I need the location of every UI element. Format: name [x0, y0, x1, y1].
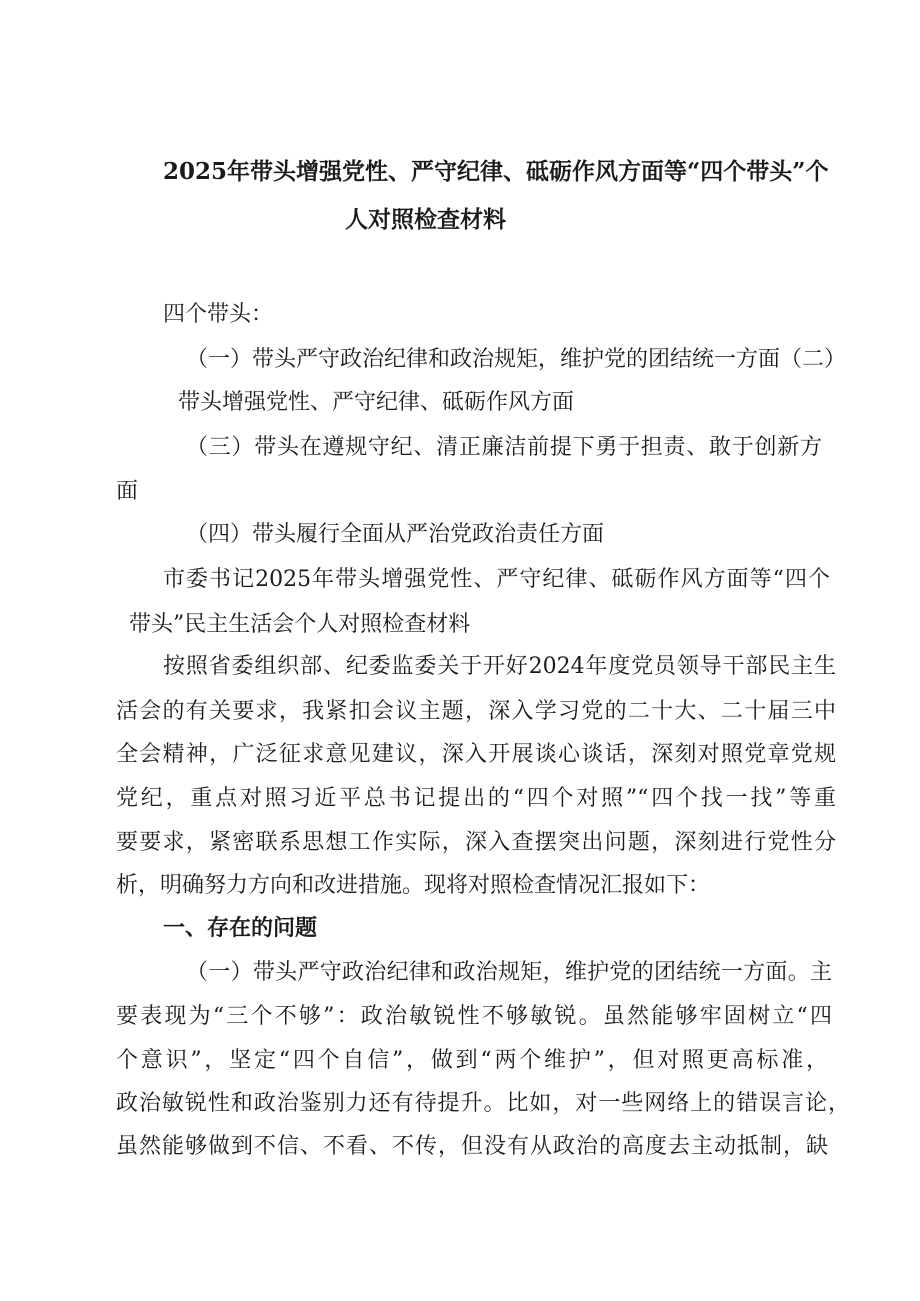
body-line: 虽然能够做到不信、不看、不传，但没有从政治的高度去主动抵制，缺	[116, 1134, 828, 1159]
document-title-line-2: 人对照检查材料	[345, 206, 506, 233]
body-line: 活会的有关要求，我紧扣会议主题，深入学习党的二十大、二十届三中	[116, 699, 836, 724]
body-line: 个意识”，坚定“四个自信”，做到“两个维护”，但对照更高标准，	[116, 1048, 828, 1073]
body-line: 面	[116, 479, 139, 504]
body-line: 要表现为“三个不够”：政治敏锐性不够敏锐。虽然能够牢固树立“四	[116, 1004, 832, 1029]
body-line: 带头”民主生活会个人对照检查材料	[129, 612, 471, 637]
body-line: 党纪，重点对照习近平总书记提出的“四个对照”“四个找一找”等重	[116, 786, 836, 811]
body-line: 带头增强党性、严守纪律、砥砺作风方面	[178, 390, 575, 415]
body-line: 市委书记2025年带头增强党性、严守纪律、砥砺作风方面等“四个	[163, 567, 830, 592]
body-line: （四）带头履行全面从严治党政治责任方面	[186, 522, 605, 547]
document-title-line-1: 2025年带头增强党性、严守纪律、砥砺作风方面等“四个带头”个	[163, 158, 829, 185]
body-line: （三）带头在遵规守纪、清正廉洁前提下勇于担责、敢于创新方	[186, 435, 822, 460]
body-line: 析，明确努力方向和改进措施。现将对照检查情况汇报如下：	[116, 873, 711, 898]
body-line: 按照省委组织部、纪委监委关于开好2024年度党员领导干部民主生	[163, 654, 836, 679]
body-line: 要要求，紧密联系思想工作实际，深入查摆突出问题，深刻进行党性分	[116, 830, 836, 855]
body-line: （一）带头严守政治纪律和政治规矩，维护党的团结统一方面。主	[186, 960, 832, 985]
body-line: （一）带头严守政治纪律和政治规矩，维护党的团结统一方面（二）	[186, 347, 847, 372]
body-line: 政治敏锐性和政治鉴别力还有待提升。比如，对一些网络上的错误言论，	[116, 1091, 850, 1116]
body-line: 全会精神，广泛征求意见建议，深入开展谈心谈话，深刻对照党章党规	[116, 742, 836, 767]
body-line: 四个带头：	[163, 302, 274, 327]
section-heading: 一、存在的问题	[163, 915, 318, 941]
